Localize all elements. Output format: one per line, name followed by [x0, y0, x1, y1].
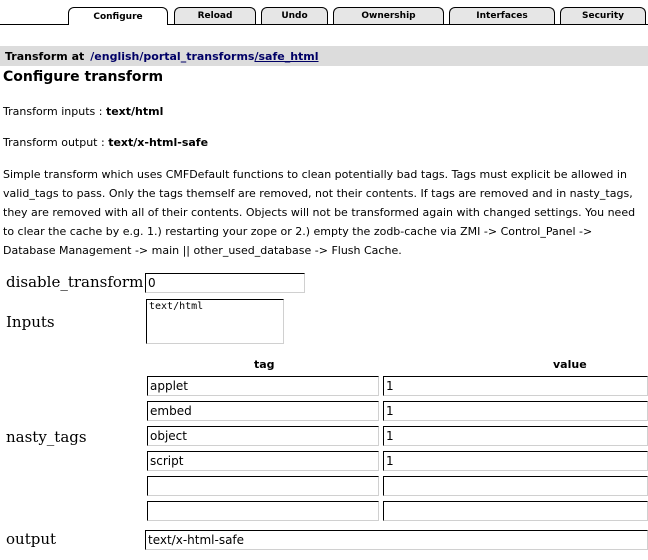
- nasty-tag-input[interactable]: [147, 426, 379, 446]
- tab-bar: [0, 0, 648, 25]
- nasty-tag-value-input[interactable]: [383, 401, 648, 421]
- breadcrumb: [0, 46, 648, 66]
- tab-reload[interactable]: [174, 7, 256, 24]
- tab-label: Reload: [197, 11, 233, 21]
- nasty-tags-col-value: value: [553, 358, 587, 371]
- nasty-tag-value-input[interactable]: [383, 426, 648, 446]
- inputs-textarea[interactable]: [146, 299, 284, 344]
- output-label: output: [6, 530, 57, 548]
- tab-ownership[interactable]: [333, 7, 444, 24]
- transform-output-value: text/x-html-safe: [108, 136, 209, 149]
- nasty-tag-input[interactable]: [147, 476, 379, 496]
- tab-label: Configure: [93, 11, 143, 22]
- tab-interfaces[interactable]: [449, 7, 555, 24]
- nasty-tag-input[interactable]: [147, 401, 379, 421]
- tab-security[interactable]: [560, 7, 646, 24]
- nasty-tag-input[interactable]: [147, 376, 379, 396]
- tab-undo[interactable]: [261, 7, 328, 24]
- output-input[interactable]: [145, 530, 648, 550]
- nasty-tag-value-input[interactable]: [383, 376, 648, 396]
- tab-label: Interfaces: [476, 11, 528, 21]
- inputs-label: Inputs: [6, 313, 55, 331]
- transform-description: Simple transform which uses CMFDefault functions to clean potentially bad tags. Tags must explicit be allowed in valid_tags to pass. Only the tags themself are removed, not their contents. If tags are removed and in nasty_tags, they are removed with all of their contents. Objects will not be transformed again with changed settings. You need to clear the cache by e.g. 1.) restarting your zope or 2.) empty the zodb-cache via ZMI -> Control_Panel -> Database Management -> main || other_used_database -> Flush Cache.: [3, 168, 636, 257]
- transform-inputs-value: text/html: [105, 105, 164, 118]
- transform-inputs-line: [3, 105, 163, 118]
- breadcrumb-link-safe-html[interactable]: /safe_html: [254, 49, 319, 63]
- nasty-tag-value-input[interactable]: [383, 476, 648, 496]
- nasty-tag-value-input[interactable]: [383, 501, 648, 521]
- breadcrumb-prefix: Transform at: [5, 49, 85, 63]
- nasty-tag-value-input[interactable]: [383, 451, 648, 471]
- disable-transform-input[interactable]: [145, 273, 305, 293]
- breadcrumb-link-portal-transforms[interactable]: /portal_transforms: [139, 49, 255, 63]
- tab-label: Ownership: [361, 11, 416, 21]
- nasty-tags-label: nasty_tags: [6, 428, 87, 446]
- page-title: Configure transform: [3, 69, 164, 85]
- breadcrumb-link-english[interactable]: /english: [90, 49, 140, 63]
- transform-output-line: [3, 136, 208, 149]
- nasty-tags-col-tag: tag: [254, 358, 275, 371]
- transform-output-label: Transform output :: [3, 136, 105, 149]
- tab-label: Security: [581, 11, 625, 21]
- nasty-tag-input[interactable]: [147, 451, 379, 471]
- tab-configure[interactable]: [68, 7, 168, 25]
- tab-label: Undo: [281, 11, 308, 21]
- disable-transform-label: disable_transform: [6, 273, 144, 291]
- transform-inputs-label: Transform inputs :: [3, 105, 103, 118]
- nasty-tag-input[interactable]: [147, 501, 379, 521]
